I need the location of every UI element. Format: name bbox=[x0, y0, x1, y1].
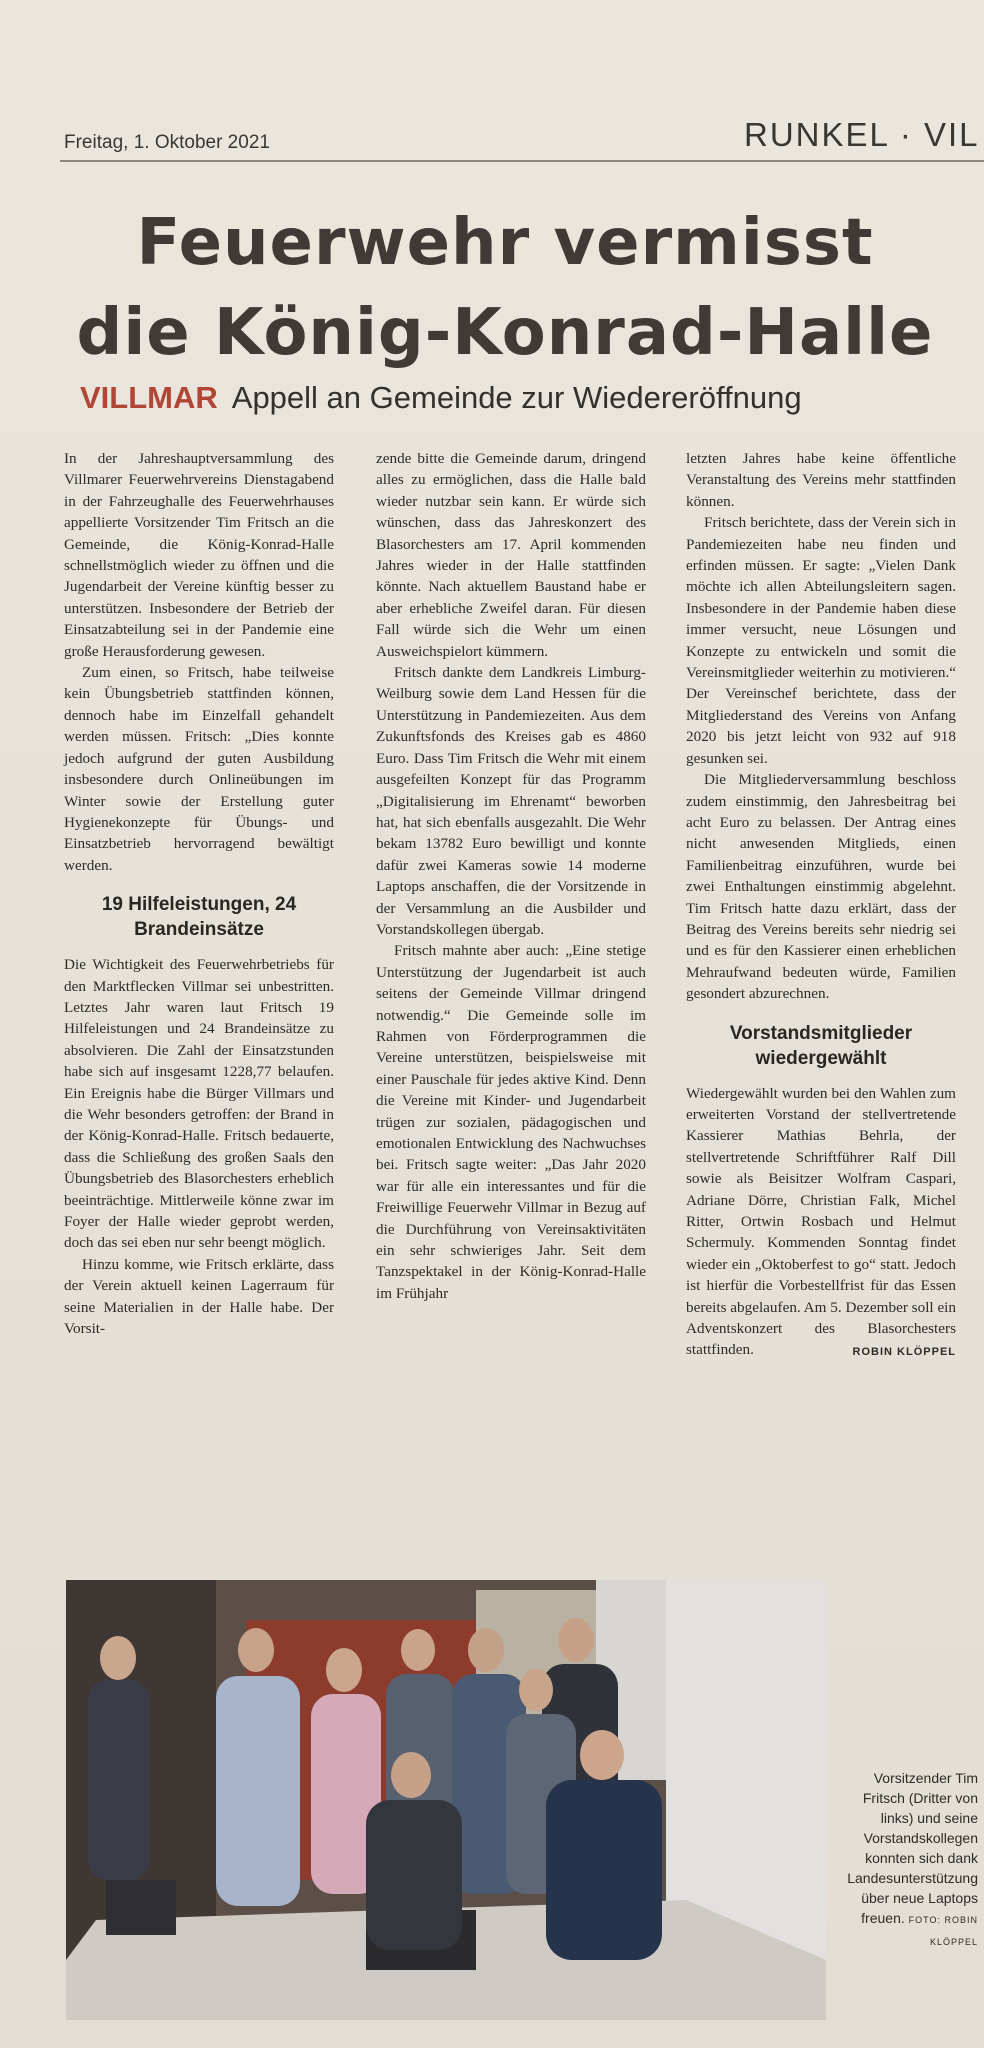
caption-text: Vorsitzender Tim Fritsch (Dritter von links) und seine Vorstandskollegen konnten sich dank Landesunterstützung über neue Laptops freuen. bbox=[847, 1770, 978, 1926]
subheadline: Appell an Gemeinde zur Wiedereröffnung bbox=[231, 380, 802, 415]
section-name: RUNKEL · VIL bbox=[744, 116, 980, 153]
article-column-1 bbox=[64, 448, 334, 1339]
paragraph: Fritsch berichtete, dass der Verein sich in Pandemiezeiten habe neu finden und erfinden müssen. Er sagte: „Vielen Dank möchte ich allen Abteilungsleitern sagen. Insbesondere in der Pandemie haben diese immer versucht, neue Lösungen und Konzepte zu entwickeln und somit die Vereinsmitglieder weiterhin zu motivieren.“ Der Vereinschef berichtete, dass der Mitgliederstand des Vereins von Anfang 2020 bis jetzt leicht von 932 auf 918 gesunken sei. bbox=[686, 514, 956, 767]
paragraph-text: Wiedergewählt wurden bei den Wahlen zum erweiterten Vorstand der stellvertretende Kassierer Mathias Behrla, der stellvertretende Schriftführer Ralf Dill sowie als Beisitzer Wolfram Caspari, Adriane Dörre, Christian Falk, Michel Ritter, Ortwin Rosbach und Helmut Schermuly. Kommenden Sonntag findet wieder ein „Oktoberfest to go“ statt. Jedoch ist hierfür die Vorbestellfrist für das Essen bereits abgelaufen. Am 5. Dezember soll ein Adventskonzert des Blasorchesters stattfinden. bbox=[686, 1084, 956, 1359]
article-column-2 bbox=[376, 448, 646, 1304]
article-headline bbox=[40, 198, 970, 378]
headline-line-2: die König-Konrad-Halle bbox=[76, 296, 934, 370]
paragraph: Die Wichtigkeit des Feuerwehrbetriebs für den Marktflecken Villmar sei unbestritten. Letztes Jahr waren laut Fritsch 19 Hilfeleistungen und 24 Brandeinsätze zu absolvieren. Die Zahl der Einsatzstunden habe sich auf insgesamt 1228,77 belaufen. Ein Ereignis habe die Bürger Villmars und die Wehr besonders getroffen: der Brand in der König-Konrad-Halle. Fritsch bedauerte, dass die Schließung des großen Saals den Übungsbetrieb des Blasorchesters erheblich beeinträchtige. Mittlerweile könne zwar im Foyer der Halle wieder geprobt werden, doch das sei eben nur sehr beengt möglich. bbox=[64, 956, 334, 1252]
paragraph: Hinzu komme, wie Fritsch erklärte, dass der Verein aktuell keinen Lagerraum für seine Materialien in der Halle habe. Der Vorsit- bbox=[64, 1255, 334, 1338]
paragraph bbox=[686, 1083, 956, 1361]
group-photo-illustration bbox=[66, 1580, 826, 2020]
paragraph: Fritsch mahnte aber auch: „Eine stetige Unterstützung der Jugendarbeit ist auch seitens der Gemeinde Villmar dringend notwendig.“ Die Gemeinde solle im Rahmen von Förderprogrammen die Vereine unterstützen, beispielsweise mit einer Pauschale für jedes aktive Kind. Denn die Vereine mit Kinder- und Jugendarbeit trügen zur sozialen, pädagogischen und emotionalen Entwicklung des Nachwuchses bei. Fritsch sagte weiter: „Das Jahr 2020 war für alle ein interessantes und für die Freiwillige Feuerwehr Villmar in Bezug auf die Durchführung von Vereinsaktivitäten ein sehr schwieriges Jahr. Seit dem Tanzspektakel in der König-Konrad-Halle im Frühjahr bbox=[376, 942, 646, 1302]
paragraph: zende bitte die Gemeinde darum, dringend alles zu ermöglichen, dass die Halle bald wieder nutzbar sein kann. Er würde sich wünschen, dass das Jahreskonzert des Blasorchesters am 17. April kommenden Jahres wieder in der Halle stattfinden könnte. Nach aktuellem Baustand habe er aber erhebliche Zweifel daran. Für diesen Fall würde sich die Wehr um einen Ausweichspielort kümmern. bbox=[376, 450, 646, 660]
dateline-place: VILLMAR bbox=[80, 380, 218, 415]
section-subhead: Vorstandsmitglieder wiedergewählt bbox=[729, 1022, 913, 1069]
article-kicker bbox=[80, 380, 984, 416]
photo-caption bbox=[828, 1768, 978, 1952]
photo-credit: FOTO: ROBIN KLÖPPEL bbox=[908, 1915, 978, 1947]
paragraph: In der Jahreshauptversammlung des Villmarer Feuerwehrvereins Dienstagabend in der Fahrzeughalle des Feuerwehrhauses appellierte Vorsitzender Tim Fritsch an die Gemeinde, die König-Konrad-Halle schnellstmöglich wieder zu öffnen und die Jugendarbeit der Vereine künftig besser zu unterstützen. Insbesondere der Betrieb der Einsatzabteilung sei in der Pandemie eine große Herausforderung gewesen. bbox=[64, 450, 334, 660]
author-byline: ROBIN KLÖPPEL bbox=[852, 1346, 956, 1359]
section-subhead: 19 Hilfeleistungen, 24 Brandeinsätze bbox=[101, 894, 297, 941]
header-divider bbox=[60, 160, 984, 162]
paragraph: Fritsch dankte dem Landkreis Limburg-Weilburg sowie dem Land Hessen für die Unterstützung in Pandemiezeiten. Aus dem Zukunftsfonds des Kreises gab es 4860 Euro. Dass Tim Fritsch die Wehr mit einem ausgefeilten Konzept für das Programm „Digitalisierung im Ehrenamt“ beworben hat, hat sich ebenfalls ausgezahlt. Die Wehr bekam 13782 Euro bewilligt und konnte dafür zwei Kameras sowie 14 moderne Laptops anschaffen, die der Vorsitzende in der Versammlung an die Ausbilder und Vorstandskollegen übergab. bbox=[376, 664, 646, 938]
article-column-3 bbox=[686, 448, 956, 1364]
headline-line-1: Feuerwehr vermisst bbox=[136, 206, 874, 280]
article-photo bbox=[66, 1580, 826, 2020]
paragraph: Die Mitgliederversammlung beschloss zudem einstimmig, den Jahresbeitrag bei acht Euro zu belassen. Der Antrag eines nicht anwesenden Mitglieds, einen Familienbeitrag einzuführen, wurde bei zwei Enthaltungen einstimmig abgelehnt. Tim Fritsch hatte dazu erklärt, dass der Beitrag des Vereins bereits sehr niedrig sei und es für den Kassierer einen erheblichen Mehraufwand bedeuten würde, Familien gesondert abzurechnen. bbox=[686, 771, 956, 1003]
paragraph: Zum einen, so Fritsch, habe teilweise kein Übungsbetrieb stattfinden können, dennoch habe im Einzelfall gehandelt werden müssen. Fritsch: „Dies konnte jedoch aufgrund der guten Ausbildung insbesondere durch Onlineübungen im Winter sowie der Erstellung guter Hygienekonzepte für Übungs- und Einsatzbetrieb hervorragend bewältigt werden. bbox=[64, 664, 334, 874]
paragraph: letzten Jahres habe keine öffentliche Veranstaltung des Vereins mehr stattfinden können. bbox=[686, 450, 956, 510]
issue-date: Freitag, 1. Oktober 2021 bbox=[64, 132, 270, 153]
